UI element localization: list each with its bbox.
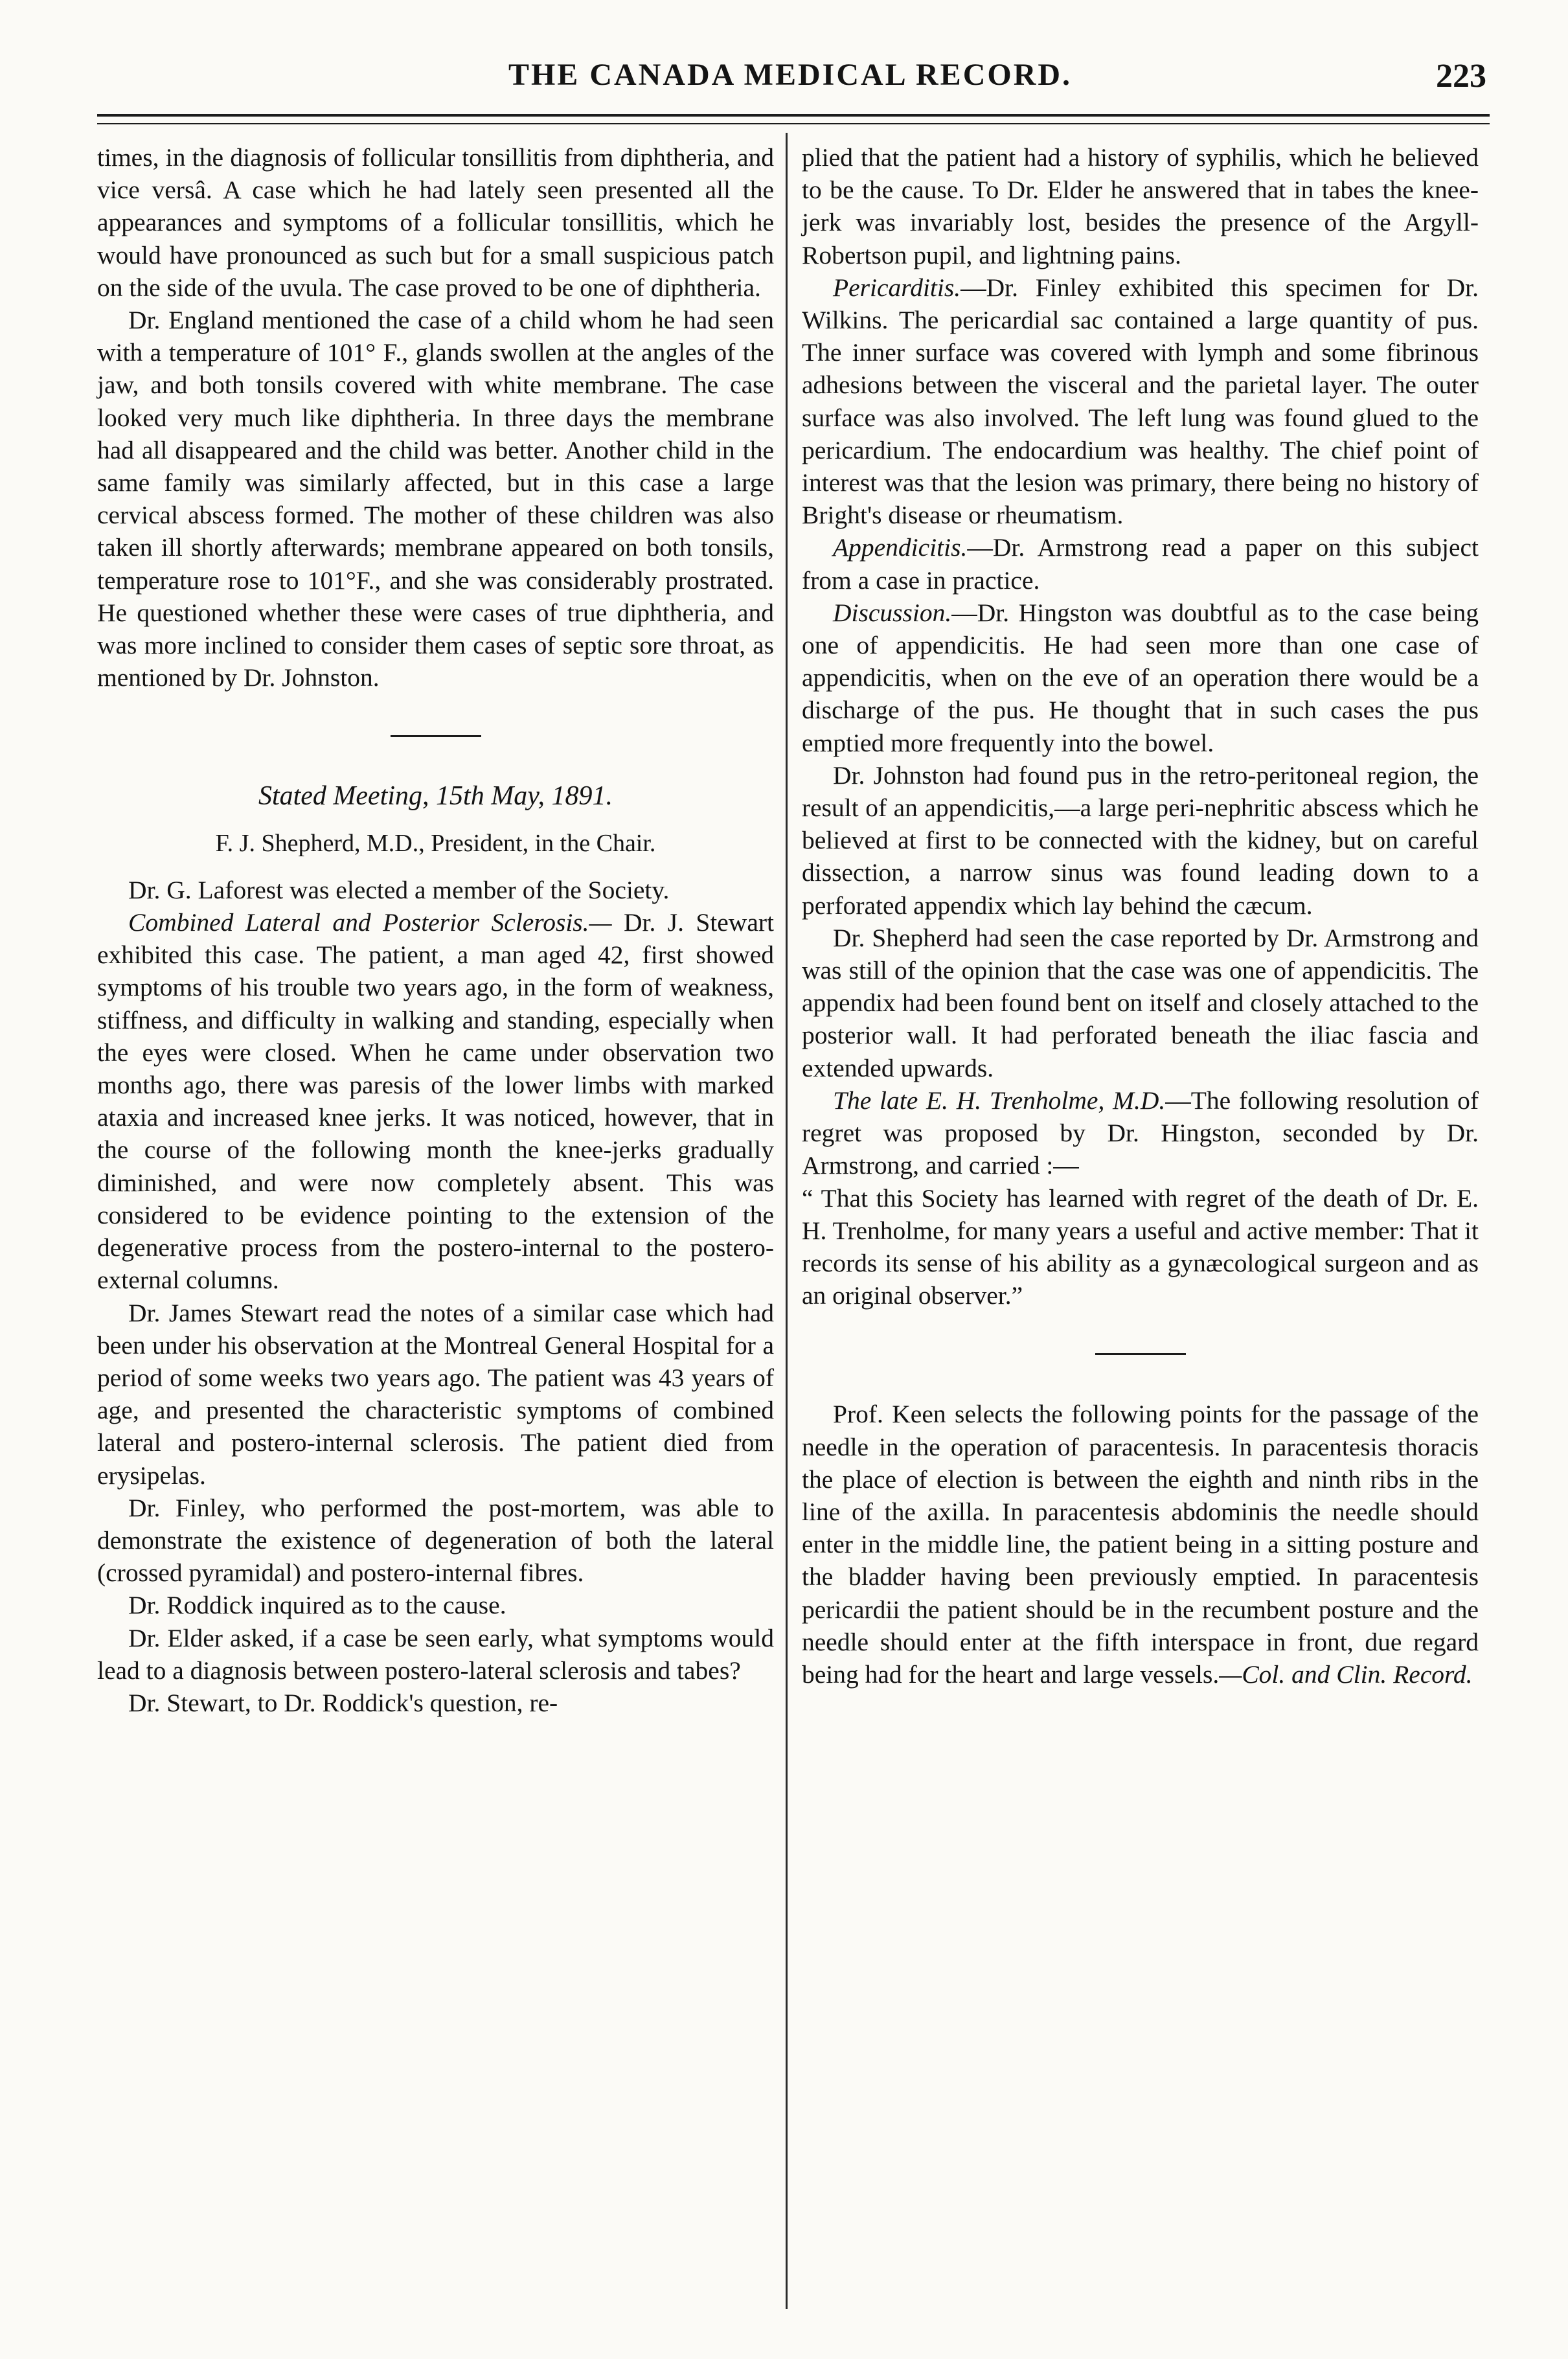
right-column bbox=[802, 141, 1479, 1691]
section-divider-right bbox=[1095, 1353, 1186, 1355]
right-paragraph-4-body: —Dr. Hingston was doubtful as to the case being one of appendicitis. He had seen more than one case of appendicitis, when on the eve of an operation there would be a discharge of the pus. He thought that in such cases the pus emptied more frequently into the bowel. bbox=[802, 598, 1479, 757]
section-heading-pericarditis: Pericarditis. bbox=[833, 273, 961, 302]
right-paragraph-7 bbox=[802, 1084, 1479, 1182]
right-paragraph-7-body: —The following resolution of regret was proposed by Dr. Hingston, seconded by Dr. Armstrong, and carried :— bbox=[802, 1086, 1479, 1180]
left-paragraph-9: Dr. Stewart, to Dr. Roddick's question, re- bbox=[128, 1688, 558, 1717]
journal-title: THE CANADA MEDICAL RECORD. bbox=[508, 58, 1073, 92]
left-paragraph-4 bbox=[97, 906, 774, 1296]
left-paragraph-7: Dr. Roddick inquired as to the cause. bbox=[128, 1591, 506, 1620]
running-header bbox=[94, 38, 1486, 109]
left-paragraph-5: Dr. James Stewart read the notes of a similar case which had been under his observation at the Montreal General Hospital for a period of some weeks two years ago. The patient was 43 years of age, and presented the characteristic symptoms of combined lateral and postero-internal sclerosis. The patient died from erysipelas. bbox=[97, 1298, 774, 1490]
right-paragraph-6: Dr. Shepherd had seen the case reported by Dr. Armstrong and was still of the opinion that the case was one of appendicitis. The appendix had been found bent on itself and closely attached to the posterior wall. It had perforated beneath the iliac fascia and extended upwards. bbox=[802, 923, 1479, 1082]
left-paragraph-1: times, in the diagnosis of follicular tonsillitis from diphtheria, and vice versâ. A case which he had lately seen presented all the appearances and symptoms of a follicular tonsillitis, which he would have pronounced as such but for a small suspicious patch on the side of the uvula. The case proved to be one of diphtheria. bbox=[97, 143, 774, 302]
right-paragraph-4 bbox=[802, 597, 1479, 759]
right-paragraph-9 bbox=[802, 1398, 1479, 1691]
column-divider bbox=[786, 133, 788, 2309]
section-heading-sclerosis: Combined Lateral and Posterior Sclerosis.— bbox=[128, 908, 612, 937]
left-paragraph-4-body: Dr. J. Stewart exhibited this case. The patient, a man aged 42, first showed symptoms of his trouble two years ago, in the form of weakness, stiffness, and difficulty in walking and standing, especially when the eyes were closed. When he came under observation two months ago, there was paresis of the lower limbs with marked ataxia and increased knee jerks. It was noticed, however, that in the course of the following month the knee-jerks gradually diminished, and were now completely absent. This was considered to be evidence pointing to the extension of the degenerative process from the postero-internal to the postero-external columns. bbox=[97, 908, 774, 1295]
right-paragraph-1: plied that the patient had a history of syphilis, which he believed to be the cause. To Dr. Elder he answered that in tabes the knee-jerk was invariably lost, besides the presence of the Argyll-Robertson pupil, and lightning pains. bbox=[802, 143, 1479, 269]
left-paragraph-3: Dr. G. Laforest was elected a member of the Society. bbox=[128, 875, 670, 904]
page-number: 223 bbox=[1436, 58, 1486, 95]
right-paragraph-2 bbox=[802, 271, 1479, 532]
section-heading-trenholme: The late E. H. Trenholme, M.D. bbox=[833, 1086, 1166, 1115]
section-heading-appendicitis: Appendicitis. bbox=[833, 533, 968, 562]
source-citation: —Col. and Clin. Record. bbox=[1219, 1659, 1473, 1689]
section-heading-discussion: Discussion. bbox=[833, 598, 952, 627]
header-rule-thick bbox=[97, 114, 1490, 117]
section-divider bbox=[391, 735, 481, 737]
right-paragraph-5: Dr. Johnston had found pus in the retro-peritoneal region, the result of an appendicitis,—a large peri-nephritic abscess which he believed at first to be connected with the kidney, but on careful dissection, a narrow sinus was found leading down to a perforated appendix which lay behind the cæcum. bbox=[802, 760, 1479, 920]
meeting-chair: F. J. Shepherd, M.D., President, in the Chair. bbox=[215, 829, 656, 857]
resolution-quote: “ That this Society has learned with regret of the death of Dr. E. H. Trenholme, for many years a useful and active member: That it records its sense of his ability as a gynæcological surgeon and as an original observer.” bbox=[802, 1183, 1479, 1310]
right-paragraph-2-body: —Dr. Finley exhibited this specimen for Dr. Wilkins. The pericardial sac contained a large quantity of pus. The inner surface was covered with lymph and some fibrinous adhesions between the visceral and the parietal layer. The outer surface was also involved. The left lung was found glued to the pericardium. The endocardium was healthy. The chief point of interest was that the lesion was primary, there being no history of Bright's disease or rheumatism. bbox=[802, 273, 1479, 530]
right-paragraph-9-body: Prof. Keen selects the following points for the passage of the needle in the operation of paracentesis. In paracentesis thoracis the place of election is between the eighth and ninth ribs in the line of the axilla. In paracentesis abdominis the needle should enter in the middle line, the patient being in a sitting posture and the bladder having been previously emptied. In paracentesis pericardii the patient should be in the recumbent posture and the needle should enter at the fifth interspace in front, due regard being had for the heart and large vessels. bbox=[802, 1400, 1479, 1689]
left-paragraph-2: Dr. England mentioned the case of a child whom he had seen with a temperature of 101° F., glands swollen at the angles of the jaw, and both tonsils covered with white membrane. The case looked very much like diphtheria. In three days the membrane had all disappeared and the child was better. Another child in the same family was similarly affected, but in this case a large cervical abscess formed. The mother of these children was also taken ill shortly afterwards; membrane appeared on both tonsils, temperature rose to 101°F., and she was considerably prostrated. He questioned whether these were cases of true diphtheria, and was more inclined to consider them cases of septic sore throat, as mentioned by Dr. Johnston. bbox=[97, 306, 774, 692]
left-paragraph-6: Dr. Finley, who performed the post-mortem, was able to demonstrate the existence of degeneration of both the lateral (crossed pyramidal) and postero-internal fibres. bbox=[97, 1493, 774, 1588]
header-rule-thin bbox=[97, 123, 1490, 124]
right-paragraph-3-body: —Dr. Armstrong read a paper on this subject from a case in practice. bbox=[802, 533, 1479, 595]
left-paragraph-8: Dr. Elder asked, if a case be seen early, what symptoms would lead to a diagnosis between postero-lateral sclerosis and tabes? bbox=[97, 1623, 774, 1685]
left-column bbox=[97, 141, 774, 1719]
right-paragraph-3 bbox=[802, 531, 1479, 596]
meeting-title: Stated Meeting, 15th May, 1891. bbox=[258, 781, 613, 812]
